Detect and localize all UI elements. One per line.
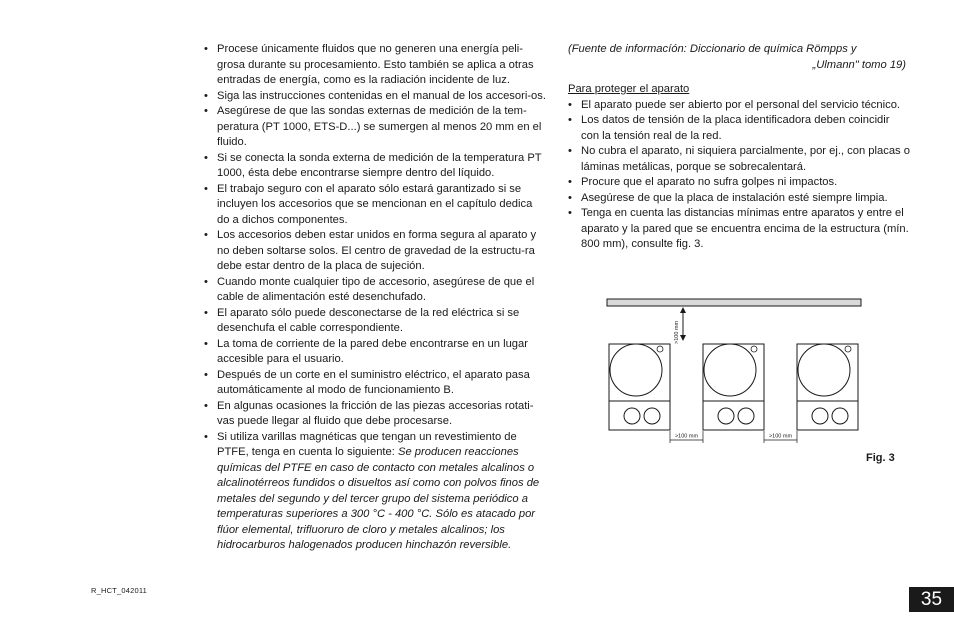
list-item xyxy=(204,42,546,89)
control-knob-left xyxy=(718,408,734,424)
bullet-text: Asegúrese de que las sondas externas de medición de la tem-peratura (PT 1000, ETS-D...) se sumergen al menos 20 mm en el fluido. xyxy=(217,105,542,148)
indicator-dot xyxy=(751,346,757,352)
source-citation-line1: (Fuente de informacíón: Diccionario de química Römpps y xyxy=(568,43,857,55)
bullet-text: Si utiliza varillas magnéticas que tengan un revestimiento de PTFE, tenga en cuenta lo siguiente: xyxy=(217,430,517,458)
indicator-dot xyxy=(657,346,663,352)
ptfe-warning-italic: Se producen reacciones químicas del PTFE en caso de contacto con metales alcalinos o alcalinotérreos fundidos o disueltos así como con polvos finos de metales del segundo y del tercer grupo del sistema periódico a temperaturas superiores a 300 °C - 400 °C. Sólo es atacado por flúor elemental, trifluoruro de cloro y metales alcalinos; los hidrocarburos halogenados producen hinchazón reversible. xyxy=(217,446,540,551)
page-number: 35 xyxy=(909,587,954,612)
vertical-dimension-arrow xyxy=(680,307,686,341)
source-citation-line2: „Ulmann" tomo 19) xyxy=(812,58,906,71)
list-item xyxy=(204,228,546,275)
control-knob-left xyxy=(624,408,640,424)
bullet-text: El aparato puede ser abierto por el personal del servicio técnico. xyxy=(581,98,901,111)
bullet-text: El aparato sólo puede desconectarse de la red eléctrica si se desenchufa el cable correspondiente. xyxy=(217,306,520,334)
list-item xyxy=(568,113,910,144)
list-item xyxy=(568,175,910,191)
list-item xyxy=(568,144,910,175)
control-knob-right xyxy=(644,408,660,424)
control-knob-right xyxy=(738,408,754,424)
heating-plate xyxy=(798,344,850,396)
list-item xyxy=(204,151,546,182)
list-item xyxy=(568,191,910,207)
left-column xyxy=(204,42,546,554)
bullet-text: Si se conecta la sonda externa de medición de la temperatura PT 1000, ésta debe encontrarse siempre dentro del líquido. xyxy=(217,151,542,179)
bullet-text: Los accesorios deben estar unidos en forma segura al aparato y no deben soltarse solos. El centro de gravedad de la estructu-ra debe estar dentro de la placa de sujeción. xyxy=(217,229,537,272)
bullet-text: Asegúrese de que la placa de instalación esté siempre limpia. xyxy=(581,191,888,204)
bullet-text: Procese únicamente fluidos que no generen una energía peli-grosa durante su procesamiento. Esto también se aplica a otras entradas de energía, como es la radiación incidente de luz. xyxy=(217,43,534,86)
bullet-text: Después de un corte en el suministro eléctrico, el aparato pasa automáticamente al modo de funcionamiento B. xyxy=(217,368,530,396)
safety-bullet-list xyxy=(204,42,546,554)
bullet-text: La toma de corriente de la pared debe encontrarse en un lugar accesible para el usuario. xyxy=(217,337,528,365)
gap-dimension-left-label: >100 mm xyxy=(674,433,699,440)
list-item xyxy=(568,98,910,114)
bullet-text: En algunas ocasiones la fricción de las piezas accesorias rotati-vas puede llegar al fluido que debe procesarse. xyxy=(217,399,534,427)
bullet-text: El trabajo seguro con el aparato sólo estará garantizado si se incluyen los accesorios que se mencionan en el capítulo dedica do a dichos componentes. xyxy=(217,182,533,226)
right-column xyxy=(568,42,910,253)
list-item xyxy=(204,430,546,554)
list-item xyxy=(204,89,546,105)
wall-shelf xyxy=(607,299,861,306)
list-item xyxy=(204,275,546,306)
gap-dimension-right-label: >100 mm xyxy=(768,433,793,440)
bullet-text: Cuando monte cualquier tipo de accesorio, asegúrese de que el cable de alimentación esté desenchufado. xyxy=(217,275,535,303)
fig3-spacing-diagram xyxy=(604,296,866,446)
indicator-dot xyxy=(845,346,851,352)
device-right xyxy=(797,344,858,430)
control-knob-right xyxy=(832,408,848,424)
vertical-dimension-label: >100 mm xyxy=(674,320,680,344)
document-code: R_HCT_042011 xyxy=(91,586,148,595)
protection-bullet-list xyxy=(568,98,910,253)
list-item xyxy=(204,306,546,337)
bullet-text: Procure que el aparato no sufra golpes ni impactos. xyxy=(581,176,838,188)
list-item xyxy=(204,182,546,229)
heating-plate xyxy=(704,344,756,396)
heating-plate xyxy=(610,344,662,396)
list-item xyxy=(204,337,546,368)
control-knob-left xyxy=(812,408,828,424)
bullet-text: No cubra el aparato, ni siquiera parcialmente, por ej., con placas o láminas metálicas, porque se sobrecalentará. xyxy=(581,145,910,173)
list-item xyxy=(204,368,546,399)
list-item xyxy=(568,206,910,253)
bullet-text: Los datos de tensión de la placa identificadora deben coincidir con la tensión real de la red. xyxy=(581,114,890,142)
bullet-text: Tenga en cuenta las distancias mínimas entre aparatos y entre el aparato y la pared que se encuentra encima de la estructura (mín. 800 mm), consulte fig. 3. xyxy=(581,207,909,250)
section-heading: Para proteger el aparato xyxy=(568,83,690,95)
bullet-text: Siga las instrucciones contenidas en el manual de los accesori-os. xyxy=(217,89,546,102)
list-item xyxy=(204,399,546,430)
list-item xyxy=(204,104,546,151)
figure-label: Fig. 3 xyxy=(866,452,895,464)
device-middle xyxy=(703,344,764,430)
device-left xyxy=(609,344,670,430)
